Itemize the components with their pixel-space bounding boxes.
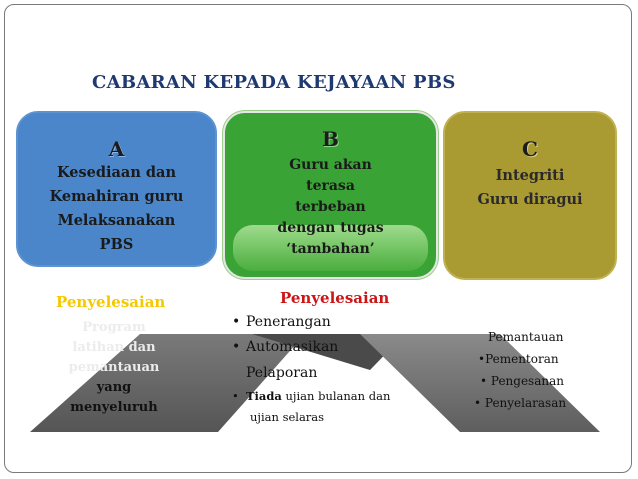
- bullet-icon: •: [478, 352, 486, 366]
- solution-b-item: [232, 389, 390, 403]
- solution-c-item: [472, 348, 566, 370]
- challenge-box-a: [16, 111, 217, 267]
- solution-c-item: [472, 392, 566, 414]
- solution-a-line: pemantauan: [68, 360, 160, 375]
- bullet-icon: •: [480, 374, 488, 388]
- solution-c-list: [472, 326, 566, 414]
- bullet-icon: •: [232, 314, 241, 330]
- solution-a-line: latihan dan: [72, 340, 156, 355]
- box-b-line: ‘tambahan’: [286, 241, 375, 257]
- box-c-line: Integriti: [495, 167, 565, 184]
- challenge-box-c: [443, 111, 617, 280]
- solution-b-title: Penyelesaian: [280, 289, 390, 307]
- box-b-line: dengan tugas: [277, 220, 384, 236]
- box-c-text: [445, 164, 615, 212]
- box-a-line: Kemahiran guru: [49, 188, 184, 205]
- box-b-line: terasa: [306, 178, 355, 194]
- solution-c-item-text: Pengesanan: [490, 374, 564, 388]
- solution-b-item: [246, 365, 317, 381]
- solution-c-item: [472, 370, 566, 392]
- solution-b-item-text: Penerangan: [246, 314, 331, 330]
- solution-c-item-text: Pementoran: [485, 352, 559, 366]
- solution-a-text: [64, 318, 164, 418]
- box-b-line: Guru akan: [289, 157, 372, 173]
- challenge-box-b: [223, 111, 438, 279]
- solution-a-line: Program: [82, 320, 146, 335]
- solution-a-line: yang: [96, 380, 132, 395]
- box-a-text: [18, 161, 215, 257]
- box-a-line: Melaksanakan: [57, 212, 176, 229]
- solution-b-item: [232, 339, 338, 355]
- solution-c-item: Pemantauan: [488, 330, 564, 344]
- solution-a-line: menyeluruh: [70, 400, 158, 415]
- box-c-letter: C: [522, 137, 538, 161]
- box-b-line: terbeban: [295, 199, 366, 215]
- solution-b-item-text: Automasikan: [246, 339, 339, 355]
- box-b-text: [225, 155, 436, 260]
- solution-b-item-text: Pelaporan: [246, 365, 318, 381]
- solution-c-item-text: Penyelarasan: [484, 396, 567, 410]
- solution-b-bold: Tiada: [246, 389, 282, 403]
- box-a-line: PBS: [99, 236, 134, 253]
- bullet-icon: •: [474, 396, 482, 410]
- box-c-line: Guru diragui: [477, 191, 583, 208]
- solution-b-item-text: ujian bulanan dan: [281, 389, 391, 403]
- solution-a-title: Penyelesaian: [56, 293, 166, 311]
- solution-b-item-line2: ujian selaras: [250, 410, 325, 424]
- box-a-line: Kesediaan dan: [56, 164, 176, 181]
- bullet-icon: •: [232, 339, 241, 355]
- bullet-icon: •: [232, 389, 239, 403]
- slide-title: CABARAN KEPADA KEJAYAAN PBS: [92, 72, 456, 93]
- box-a-letter: A: [108, 137, 125, 161]
- box-b-letter: B: [322, 127, 339, 151]
- solution-b-item: [232, 314, 331, 330]
